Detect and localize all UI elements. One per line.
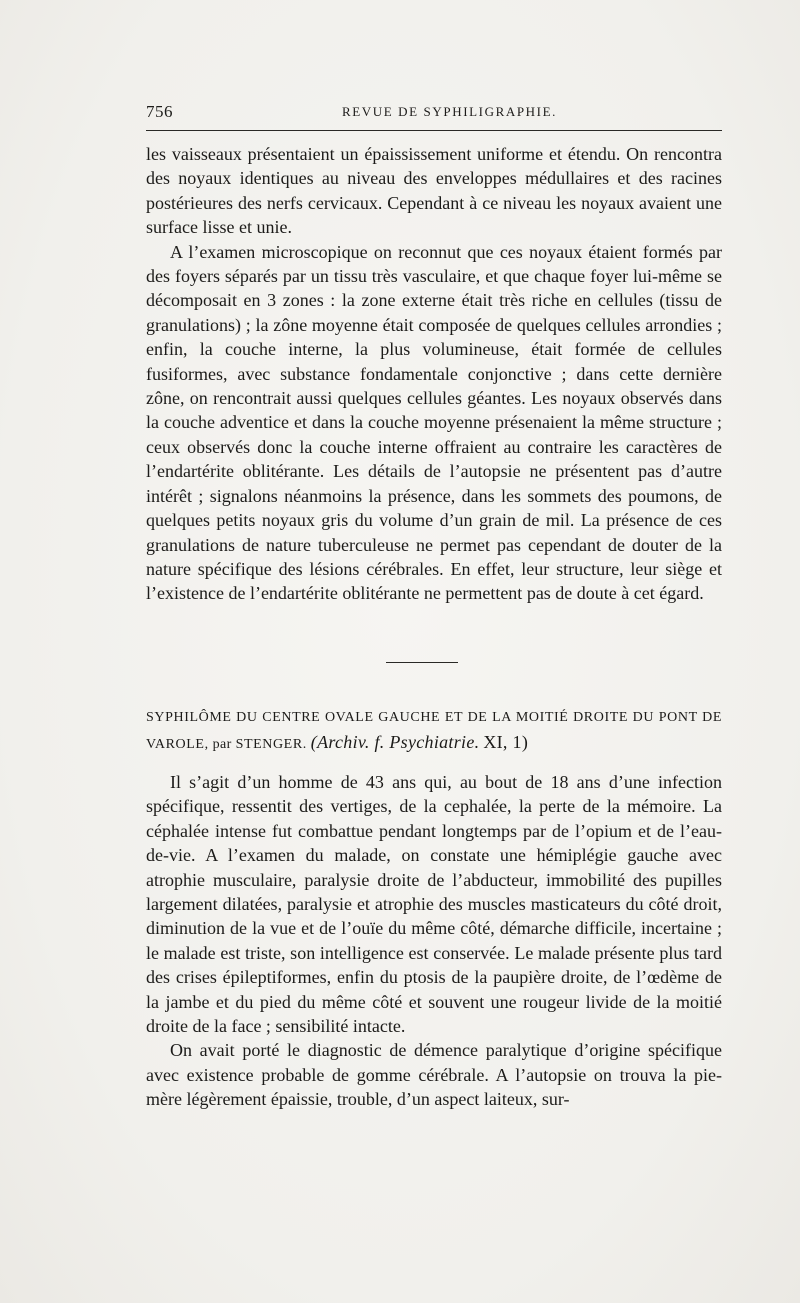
article-author: STENGER.: [235, 737, 307, 752]
article-title: SYPHILÔME DU CENTRE OVALE GAUCHE ET DE LA MOITIÉ DROITE DU PONT DE VAROLE,: [146, 710, 722, 752]
running-head: REVUE DE SYPHILIGRAPHIE.: [342, 104, 557, 119]
section-2-body: [146, 770, 722, 1112]
article-by: par: [212, 737, 232, 752]
section-1-body: [146, 142, 722, 606]
page-number: 756: [146, 102, 173, 121]
page-header: [146, 100, 722, 124]
article-volume: XI, 1): [483, 732, 529, 752]
paragraph: les vaisseaux présentaient un épaississement uniforme et étendu. On rencontra des noyaux identiques au niveau des enveloppes médullaires et des racines postérieures des nerfs cervicaux. Cependant à ce niveau les noyaux avaient une surface lisse et unie.: [146, 144, 722, 238]
paragraph: Il s’agit d’un homme de 43 ans qui, au bout de 18 ans d’une infection spécifique, ressentit des vertiges, de la cephalée, la perte de la mémoire. La céphalée intense fut combattue pendant longtemps par de l’opium et de l’eau-de-vie. A l’examen du malade, on constate une hémiplégie gauche avec atrophie musculaire, paralysie droite de l’abducteur, immobilité des pupilles largement dilatées, paralysie et atrophie des muscles masticateurs du côté droit, diminution de la vue et de l’ouïe du même côté, démarche difficile, incertaine ; le malade est triste, son intelligence est conservée. Le malade présente plus tard des crises épileptiformes, enfin du ptosis de la paupière droite, de l’œdème de la jambe et du pied du même côté et souvent une rougeur livide de la moitié droite de la face ; sensibilité intacte.: [146, 772, 722, 1037]
article-heading: [146, 705, 722, 757]
article-source: (Archiv. f. Psychiatrie.: [310, 732, 480, 752]
section-divider: [386, 662, 458, 663]
header-rule: [146, 130, 722, 131]
paragraph: A l’examen microscopique on reconnut que ces noyaux étaient formés par des foyers séparés par un tissu très vasculaire, et que chaque foyer lui-même se décomposait en 3 zones : la zone externe était très riche en cellules (tissu de granulations) ; la zône moyenne était composée de quelques cellules arrondies ; enfin, la couche interne, la plus volumineuse, était formée de cellules fusiformes, avec substance fondamentale conjonctive ; dans cette dernière zône, on rencontrait aussi quelques cellules géantes. Les noyaux observés dans la couche adventice et dans la couche moyenne présenaient la même structure ; ceux observés donc la couche interne offraient au contraire les caractères de l’endartérite oblitérante. Les détails de l’autopsie ne présentent pas d’autre intérêt ; signalons néanmoins la présence, dans les sommets des poumons, de quelques petits noyaux gris du volume d’un grain de mil. La présence de ces granulations de nature tuberculeuse ne permet pas cependant de douter de la nature spécifique des lésions cérébrales. En effet, leur structure, leur siège et l’existence de l’endartérite oblitérante ne permettent pas de doute à cet égard.: [146, 241, 722, 604]
paragraph: On avait porté le diagnostic de démence paralytique d’origine spécifique avec existence probable de gomme cérébrale. A l’autopsie on trouva la pie-mère légèrement épaissie, trouble, d’un aspect laiteux, sur-: [146, 1040, 722, 1110]
